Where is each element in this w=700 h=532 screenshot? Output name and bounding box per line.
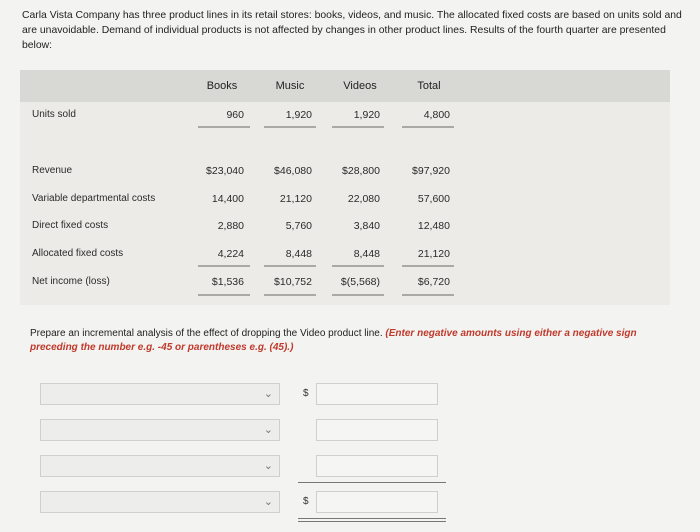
results-table: [20, 70, 670, 305]
amount-input-1[interactable]: [316, 383, 438, 405]
row-label-units: Units sold: [32, 109, 76, 120]
cell-direct-music: 5,760: [285, 220, 312, 232]
underline: [198, 265, 250, 267]
cell-allocated-total: 21,120: [417, 248, 450, 260]
col-head-total: Total: [417, 80, 441, 92]
line-item-select-4[interactable]: [40, 491, 280, 513]
chevron-down-icon: ⌄: [263, 496, 273, 508]
cell-units-music: 1,920: [285, 109, 312, 121]
dollar-sign: $: [303, 496, 309, 507]
cell-revenue-videos: $28,800: [342, 165, 380, 177]
double-underline: [264, 294, 316, 296]
amount-input-2[interactable]: [316, 419, 438, 441]
line-item-select-1[interactable]: [40, 383, 280, 405]
cell-net-total: $6,720: [417, 276, 450, 288]
line-item-select-2[interactable]: [40, 419, 280, 441]
table-header: [20, 70, 670, 102]
underline: [198, 126, 250, 128]
total-rule: [298, 482, 446, 483]
double-underline: [332, 294, 384, 296]
instructions-hint: (Enter negative amounts using either a negative sign preceding the number e.g. -45 or parentheses e.g. (45).): [30, 328, 637, 353]
cell-net-books: $1,536: [211, 276, 244, 288]
underline: [402, 265, 454, 267]
double-underline: [402, 294, 454, 296]
col-head-videos: Videos: [343, 80, 377, 92]
col-head-music: Music: [275, 80, 305, 92]
amount-input-3[interactable]: [316, 455, 438, 477]
instructions: [30, 327, 680, 355]
cell-revenue-books: $23,040: [206, 165, 244, 177]
double-underline: [198, 294, 250, 296]
cell-net-videos: $(5,568): [340, 276, 380, 288]
cell-direct-total: 12,480: [417, 220, 450, 232]
row-label-direct-fixed: Direct fixed costs: [32, 220, 109, 231]
row-label-net-income: Net income (loss): [32, 276, 110, 287]
cell-net-music: $10,752: [274, 276, 312, 288]
underline: [332, 265, 384, 267]
underline: [264, 126, 316, 128]
cell-variable-videos: 22,080: [347, 193, 380, 205]
cell-units-videos: 1,920: [353, 109, 380, 121]
row-label-variable-costs: Variable departmental costs: [32, 193, 156, 204]
cell-allocated-music: 8,448: [285, 248, 312, 260]
cell-variable-total: 57,600: [417, 193, 450, 205]
double-rule: [298, 521, 446, 522]
cell-revenue-total: $97,920: [412, 165, 450, 177]
cell-variable-books: 14,400: [211, 193, 244, 205]
cell-units-total: 4,800: [423, 109, 450, 121]
chevron-down-icon: ⌄: [263, 388, 273, 400]
row-label-allocated-fixed: Allocated fixed costs: [32, 248, 124, 259]
underline: [402, 126, 454, 128]
double-rule: [298, 518, 446, 519]
line-item-select-3[interactable]: [40, 455, 280, 477]
amount-input-4[interactable]: [316, 491, 438, 513]
chevron-down-icon: ⌄: [263, 424, 273, 436]
cell-variable-music: 21,120: [279, 193, 312, 205]
problem-intro: Carla Vista Company has three product lines in its retail stores: books, videos, and music. The allocated fixed costs are based on units sold and are unavoidable. Demand of individual products is not affected by changes in other product lines. Results of the fourth quarter are presented below:: [22, 10, 682, 51]
cell-units-books: 960: [226, 109, 244, 121]
cell-direct-videos: 3,840: [353, 220, 380, 232]
cell-allocated-books: 4,224: [217, 248, 244, 260]
underline: [332, 126, 384, 128]
underline: [264, 265, 316, 267]
col-head-books: Books: [206, 80, 238, 92]
chevron-down-icon: ⌄: [263, 460, 273, 472]
cell-allocated-videos: 8,448: [353, 248, 380, 260]
cell-revenue-music: $46,080: [274, 165, 312, 177]
instructions-text: Prepare an incremental analysis of the effect of dropping the Video product line.: [30, 328, 386, 339]
dollar-sign: $: [303, 388, 309, 399]
cell-direct-books: 2,880: [217, 220, 244, 232]
row-label-revenue: Revenue: [32, 165, 73, 176]
